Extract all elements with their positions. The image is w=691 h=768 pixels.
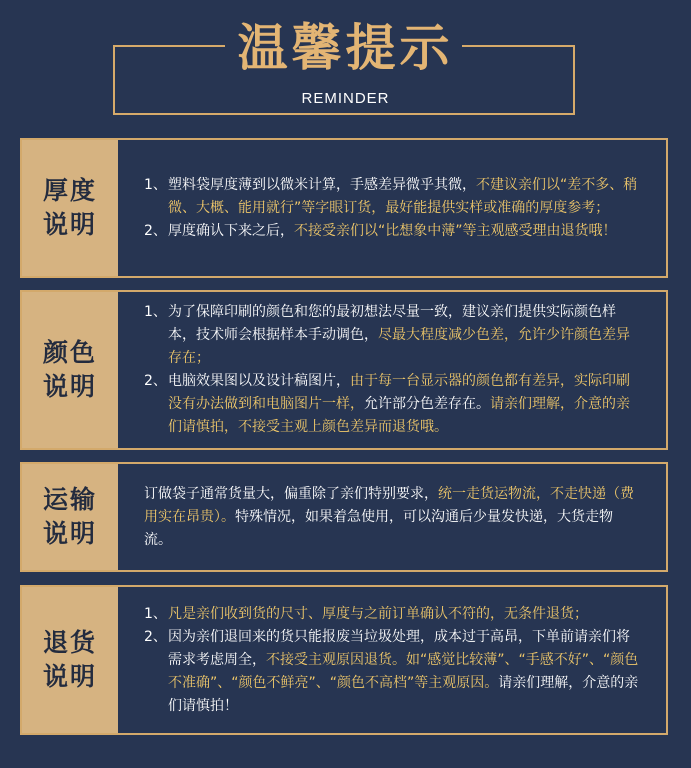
item-text: 电脑效果图以及设计稿图片， [168, 373, 350, 389]
item-text: 为了保障印刷的颜色和您的最初想法尽量一致，建议亲们提供实际颜色样本，技术师会根据样本手动调色， [168, 304, 616, 343]
label-line-2: 说明 [42, 210, 97, 239]
list-item [144, 174, 640, 220]
item-text: 厚度确认下来之后， [168, 222, 294, 239]
title-frame-line-bottom [113, 113, 575, 115]
page-subtitle [0, 90, 691, 108]
item-highlight: 不接受亲们以“比想象中薄”等主观感受理由退货哦！ [294, 222, 617, 239]
item-text: 允许部分色差存在。 [364, 396, 490, 412]
section-label [22, 464, 118, 570]
section-content [118, 292, 666, 448]
item-number: 2、 [144, 628, 167, 645]
section-label [22, 587, 118, 733]
label-line-1: 退货 [42, 628, 97, 657]
section-color [20, 290, 668, 450]
list-item [144, 603, 640, 626]
item-text: 塑料袋厚度薄到以微米计算，手感差异微乎其微， [168, 176, 476, 193]
item-number: 1、 [144, 176, 167, 193]
section-thickness [20, 138, 668, 278]
label-line-1: 厚度 [42, 176, 97, 205]
section-content [118, 140, 666, 276]
label-line-1: 运输 [42, 485, 97, 514]
paragraph [144, 483, 640, 552]
label-line-2: 说明 [42, 372, 97, 401]
list-item [144, 301, 640, 370]
label-line-2: 说明 [42, 519, 97, 548]
label-line-1: 颜色 [42, 338, 97, 367]
section-returns [20, 585, 668, 735]
title-block [0, 0, 691, 120]
item-highlight: 不建议亲们以“差不多、稍微、大概、能用就行”等字眼订货，最好能提供实样或准确的厚度参考； [168, 176, 638, 216]
section-label [22, 140, 118, 276]
paragraph-text: 订做袋子通常货量大，偏重除了亲们特别要求， [144, 485, 438, 502]
item-number: 2、 [144, 373, 167, 389]
list-item [144, 626, 640, 718]
item-highlight: 由于每一台显示器的颜色都有差异，实际印刷没有办法做到和电脑图片一样， [168, 373, 630, 412]
subtitle-text: REMINDER [293, 90, 397, 107]
paragraph-highlight: 统一走货运物流，不走快递（费用实在昂贵）。 [144, 485, 634, 525]
page-title: 温馨提示 [237, 19, 454, 77]
item-text: 因为亲们退回来的货只能报废当垃圾处理，成本过于高昂，下单前请亲们将需求考虑周全， [168, 628, 630, 668]
item-number: 1、 [144, 304, 167, 320]
item-number: 2、 [144, 222, 167, 239]
item-text: 请亲们理解，介意的亲们请慎拍！ [168, 674, 639, 714]
section-label [22, 292, 118, 448]
list-item [144, 370, 640, 439]
section-content [118, 587, 666, 733]
section-shipping [20, 462, 668, 572]
section-content [118, 464, 666, 570]
list-item [144, 220, 640, 243]
item-highlight: 尽最大程度减少色差，允许少许颜色差异存在； [168, 327, 630, 366]
item-number: 1、 [144, 605, 167, 622]
item-highlight: 请亲们理解，介意的亲们请慎拍，不接受主观上颜色差异而退货哦。 [168, 396, 630, 435]
paragraph-text: 特殊情况，如果着急使用，可以沟通后少量发快递，大货走物流。 [144, 508, 613, 548]
item-highlight: 不接受主观原因退货。如“感觉比较薄”、“手感不好”、“颜色不准确”、“颜色不鲜亮”、“颜色不高档”等主观原因。 [168, 651, 639, 691]
label-line-2: 说明 [42, 662, 97, 691]
item-highlight: 凡是亲们收到货的尺寸、厚度与之前订单确认不符的，无条件退货； [168, 605, 588, 622]
